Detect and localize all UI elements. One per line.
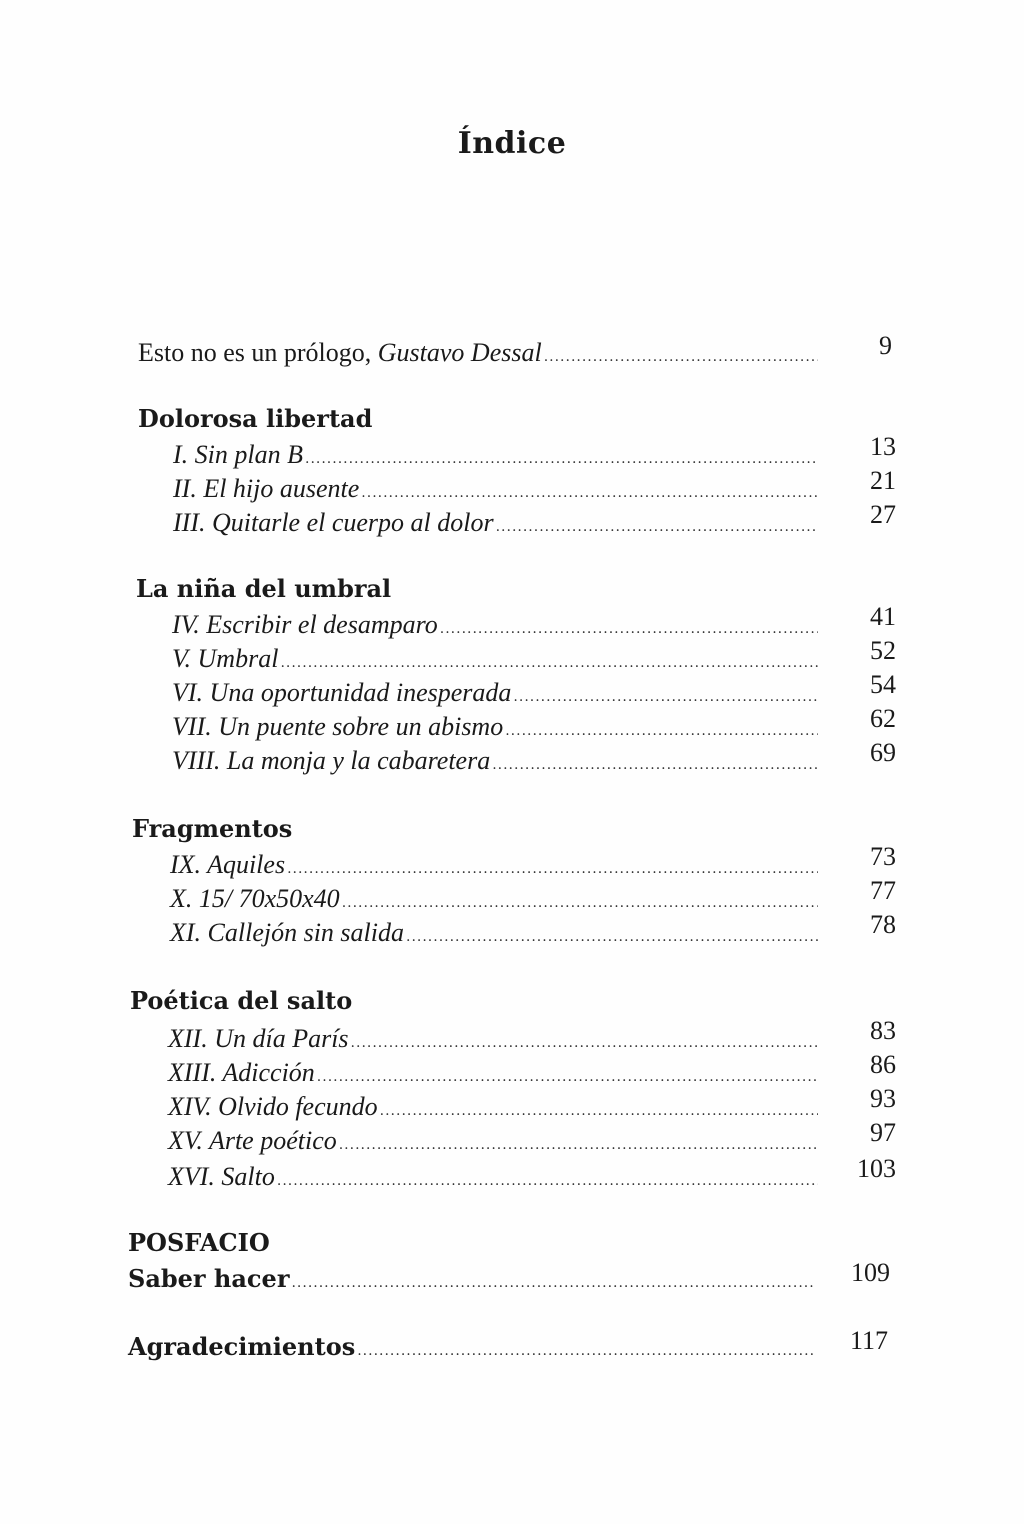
section-heading: La niña del umbral [136, 574, 392, 603]
toc-entry-label: XV. Arte poético [168, 1126, 337, 1155]
dot-leader [317, 1069, 818, 1085]
dot-leader [280, 655, 818, 671]
dot-leader [287, 861, 818, 877]
page-title: Índice [457, 126, 567, 161]
toc-entry [128, 1264, 820, 1298]
toc-page-number: 97 [870, 1118, 896, 1147]
toc-entry-label: I. Sin plan B [173, 440, 303, 469]
toc-entry-label: Saber hacer [128, 1264, 290, 1293]
toc-entry [172, 610, 824, 644]
toc-entry [168, 1126, 824, 1160]
toc-entry-label: VIII. La monja y la cabaretera [172, 746, 491, 775]
dot-leader [513, 689, 818, 705]
toc-entry-prologue [138, 338, 824, 372]
toc-page-number: 41 [870, 602, 896, 631]
toc-page-number: 77 [870, 876, 896, 905]
toc-entry-label: VII. Un puente sobre un abismo [172, 712, 504, 741]
dot-leader [380, 1103, 818, 1119]
toc-entry [172, 712, 824, 746]
prologue-author: Gustavo Dessal [377, 338, 542, 367]
toc-entry-label: III. Quitarle el cuerpo al dolor [173, 508, 494, 537]
toc-entry-label: XIII. Adicción [168, 1058, 315, 1087]
toc-entry [172, 678, 824, 712]
toc-entry [173, 508, 824, 542]
toc-page-number: 54 [870, 670, 896, 699]
toc-page-number: 103 [857, 1154, 896, 1183]
toc-entry [173, 474, 824, 508]
toc-entry [170, 850, 824, 884]
toc-entry-label: Agradecimientos [128, 1332, 356, 1361]
toc-page-number: 69 [870, 738, 896, 767]
section-heading: Dolorosa libertad [138, 404, 373, 433]
toc-entry [168, 1024, 824, 1058]
dot-leader [496, 519, 818, 535]
toc-entry-label: XIV. Olvido fecundo [168, 1092, 378, 1121]
dot-leader [357, 1343, 814, 1359]
toc-entry-label: X. 15/ 70x50x40 [170, 884, 340, 913]
dot-leader [339, 1137, 818, 1153]
dot-leader [492, 757, 818, 773]
toc-entry-label: V. Umbral [172, 644, 279, 673]
dot-leader [406, 929, 818, 945]
dot-leader [351, 1035, 818, 1051]
dot-leader [361, 485, 818, 501]
toc-entry-label: XVI. Salto [168, 1162, 275, 1191]
toc-page-number: 109 [851, 1258, 890, 1287]
toc-entry-label: IV. Escribir el desamparo [172, 610, 438, 639]
dot-leader [342, 895, 818, 911]
toc-entry [170, 918, 824, 952]
toc-entry-label: XII. Un día París [168, 1024, 349, 1053]
toc-entry [168, 1162, 824, 1196]
toc-page-number: 27 [870, 500, 896, 529]
toc-page-number: 52 [870, 636, 896, 665]
toc-entry [170, 884, 824, 918]
toc-page-number: 62 [870, 704, 896, 733]
toc-entry-label [138, 338, 542, 368]
toc-entry [172, 644, 824, 678]
dot-leader [291, 1275, 814, 1291]
toc-page-number: 13 [870, 432, 896, 461]
toc-page-number: 73 [870, 842, 896, 871]
dot-leader [544, 349, 818, 365]
toc-page-number: 86 [870, 1050, 896, 1079]
toc-entry-label: XI. Callejón sin salida [170, 918, 404, 947]
section-heading: Fragmentos [132, 814, 293, 843]
toc-page-number: 21 [870, 466, 896, 495]
toc-page-number: 93 [870, 1084, 896, 1113]
toc-entry-label: II. El hijo ausente [173, 474, 360, 503]
toc-entry [168, 1058, 824, 1092]
toc-entry [128, 1332, 820, 1366]
toc-entry-label: IX. Aquiles [170, 850, 286, 879]
toc-entry [168, 1092, 824, 1126]
toc-page-number: 117 [849, 1326, 888, 1355]
toc-page-number: 9 [879, 331, 892, 360]
prologue-text: Esto no es un prólogo, [138, 338, 378, 367]
toc-entry [172, 746, 824, 780]
dot-leader [505, 723, 818, 739]
toc-entry-label: VI. Una oportunidad inesperada [172, 678, 512, 707]
toc-entry [173, 440, 824, 474]
toc-page-number: 78 [870, 910, 896, 939]
dot-leader [440, 621, 818, 637]
dot-leader [305, 451, 818, 467]
dot-leader [277, 1173, 818, 1189]
section-heading: POSFACIO [128, 1228, 270, 1257]
section-heading: Poética del salto [130, 986, 353, 1015]
toc-page-number: 83 [870, 1016, 896, 1045]
